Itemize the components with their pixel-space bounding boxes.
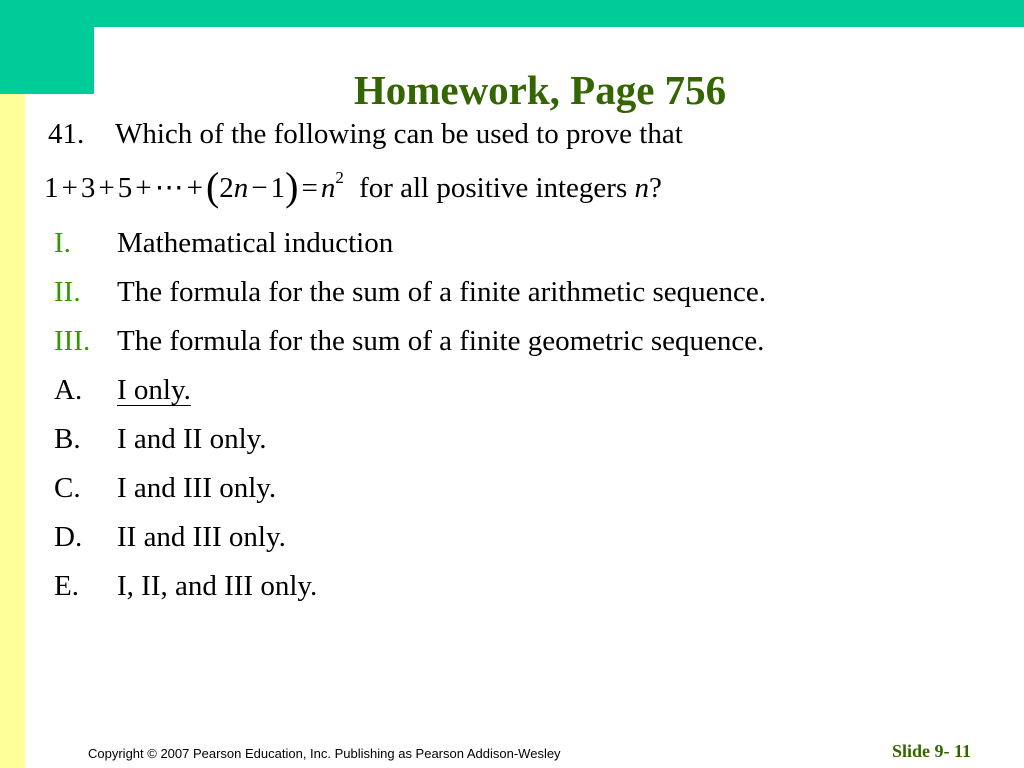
choice-text: I and II only. (117, 423, 267, 455)
formula-term: 1 (44, 172, 59, 204)
choice-item (54, 569, 766, 618)
choice-marker: D. (54, 521, 83, 553)
choice-text: II and III only. (117, 521, 286, 553)
statement-text: The formula for the sum of a finite geometric sequence. (117, 325, 765, 357)
question-line (48, 117, 683, 152)
choice-item (54, 471, 766, 520)
formula-term: 3 (80, 172, 96, 204)
statement-text: The formula for the sum of a finite arithmetic sequence. (117, 276, 767, 308)
choice-text: I, II, and III only. (117, 570, 318, 602)
formula-left-paren: ( (205, 164, 220, 209)
formula-term: 1 (270, 172, 286, 204)
formula-line (44, 164, 662, 209)
statement-text: Mathematical induction (117, 227, 394, 259)
choice-marker: B. (54, 423, 81, 455)
formula-exponent: 2 (335, 168, 344, 188)
slide-number: Slide 9- 11 (892, 741, 972, 761)
copyright-notice: Copyright © 2007 Pearson Education, Inc. Publishing as Pearson Addison-Wesley (88, 746, 561, 761)
statement-item (54, 226, 766, 275)
formula-suffix-variable: n (634, 172, 649, 204)
formula-variable: n (320, 172, 336, 204)
formula-operator: + (135, 172, 152, 204)
choice-marker: A. (54, 374, 83, 406)
slide-title: Homework, Page 756 (353, 67, 727, 113)
formula-variable: n (233, 172, 249, 204)
choice-item (54, 373, 766, 422)
choice-item (54, 520, 766, 569)
top-band (0, 0, 1024, 27)
statement-item (54, 275, 766, 324)
choice-marker: C. (54, 472, 81, 504)
left-stripe (0, 0, 25, 768)
sum-formula (44, 164, 351, 209)
corner-block (0, 0, 94, 94)
formula-suffix: for all positive integers (359, 172, 628, 204)
choice-marker: E. (54, 570, 79, 602)
formula-ellipsis: ⋯ (154, 172, 184, 204)
item-list (54, 226, 766, 618)
choice-item (54, 422, 766, 471)
formula-operator: + (186, 172, 203, 204)
formula-operator: + (61, 172, 78, 204)
choice-text: I and III only. (117, 472, 277, 504)
formula-equals: = (301, 172, 318, 204)
formula-term: 5 (117, 172, 133, 204)
formula-question-mark: ? (649, 172, 662, 204)
formula-operator: + (98, 172, 115, 204)
question-number: 41. (48, 118, 85, 150)
statement-item (54, 324, 766, 373)
statement-marker: I. (54, 227, 71, 259)
formula-term: 2 (219, 172, 234, 204)
choice-text-answer: I only. (117, 374, 191, 406)
formula-right-paren: ) (285, 164, 299, 209)
formula-operator: − (251, 172, 268, 204)
question-text: Which of the following can be used to prove that (115, 118, 683, 150)
statement-marker: II. (54, 276, 81, 308)
statement-marker: III. (54, 325, 91, 357)
